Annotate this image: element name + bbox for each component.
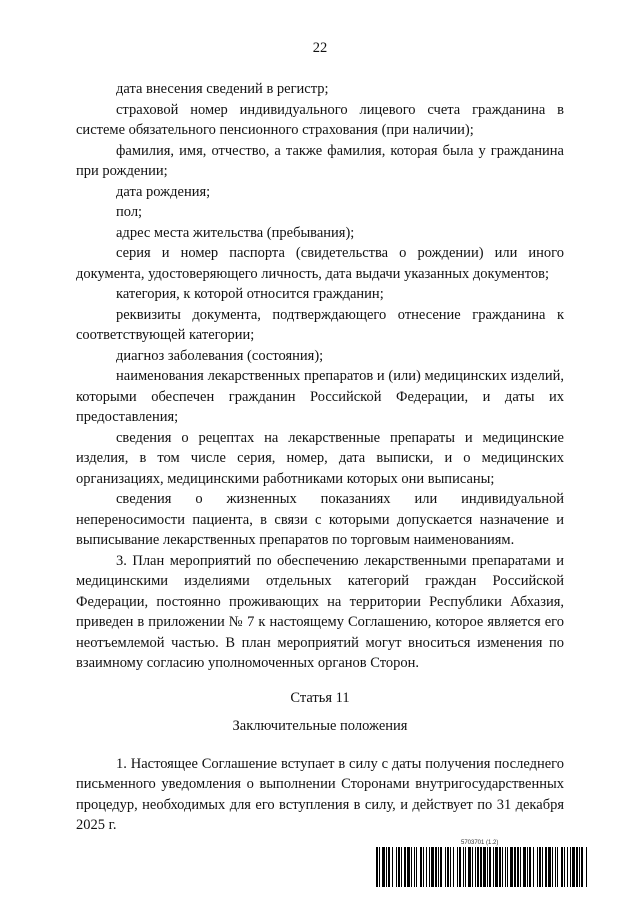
document-code: 5703701 (1.2) (461, 840, 499, 846)
article-title: Заключительные положения (232, 718, 408, 734)
barcode-image (376, 847, 587, 887)
list-item: дата внесения сведений в регистр; (116, 81, 329, 97)
document-body (76, 79, 564, 836)
list-item: категория, к которой относится гражданин; (116, 286, 384, 302)
list-item: дата рождения; (116, 183, 211, 200)
final-paragraph: 1. Настоящее Соглашение вступает в силу с даты получения последнего письменного уведомления о выполнении Сторонами внутригосударственных процедур, необходимых для его вступления в силу, и действует по 31 декабря 2025 г. (76, 755, 564, 833)
list-item: адрес места жительства (пребывания); (116, 224, 355, 241)
list-item: страховой номер индивидуального лицевого счета гражданина в системе обязательного пенсионного страхования (при наличии); (76, 101, 564, 138)
list-item: фамилия, имя, отчество, а также фамилия, которая была у гражданина при рождении; (76, 142, 564, 179)
list-item: пол; (116, 204, 143, 220)
clause-paragraph: 3. План мероприятий по обеспечению лекарственными препаратами и медицинскими изделиями отдельных категорий граждан Российской Федерации, постоянно проживающих на территории Республики Абхазия, приведен в приложении № 7 к настоящему Соглашению, которое является его неотъемлемой частью. В план мероприятий могут вноситься изменения по взаимному согласию уполномоченных органов Сторон. (76, 552, 564, 671)
list-item: реквизиты документа, подтверждающего отнесение гражданина к соответствующей категории; (76, 306, 564, 343)
list-item: сведения о жизненных показаниях или индивидуальной непереносимости пациента, в связи с которыми допускается назначение и выписывание лекарственных препаратов по торговым наименованиям. (76, 491, 564, 548)
list-item: наименования лекарственных препаратов и (или) медицинских изделий, которыми обеспечен гражданин Российской Федерации, и даты их предоставления; (76, 368, 564, 425)
list-item: диагноз заболевания (состояния); (116, 347, 324, 364)
article-number: Статья 11 (290, 689, 350, 706)
list-item: сведения о рецептах на лекарственные препараты и медицинские изделия, в том числе серия, номер, дата выписки, и о медицинских организациях, медицинскими работниками которых они выписаны; (76, 429, 564, 487)
list-item: серия и номер паспорта (свидетельства о рождении) или иного документа, удостоверяющего личность, дата выдачи указанных документов; (76, 245, 564, 282)
page-number: 22 (312, 40, 328, 56)
